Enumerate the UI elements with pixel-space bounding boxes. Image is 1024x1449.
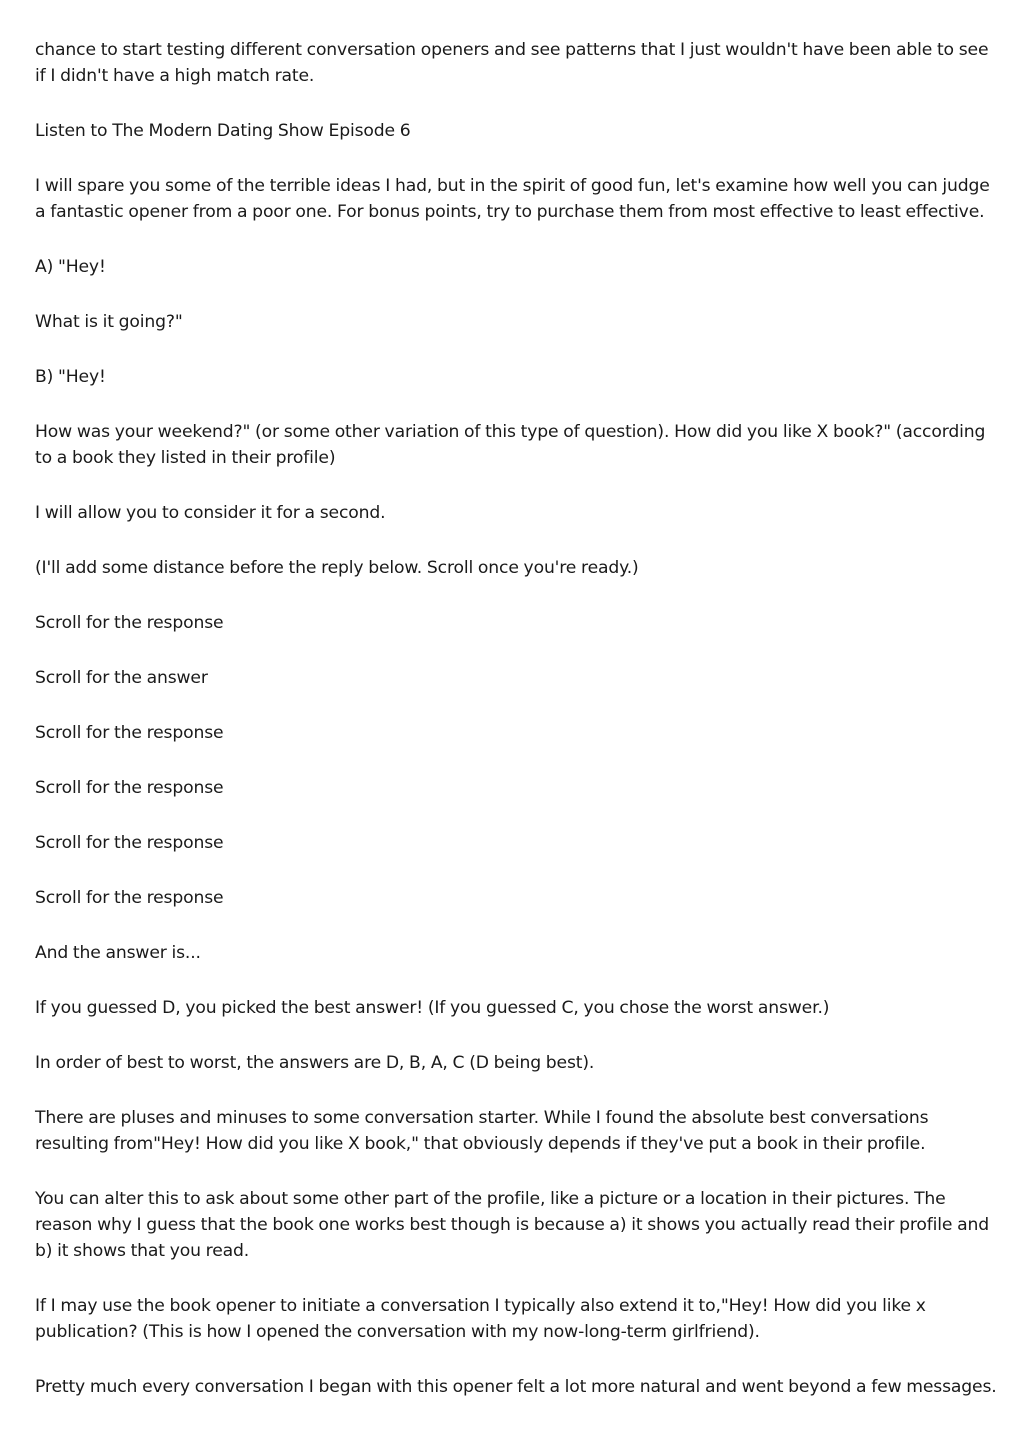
paragraph-option-a: A) "Hey! xyxy=(35,257,106,277)
paragraph-alter-profile: You can alter this to ask about some other part of the profile, like a picture or a location in their pictures. The reason why I guess that the book one works best though is because a) it shows you actually read their profile and b) it shows that you read. xyxy=(35,1189,990,1261)
paragraph-order: In order of best to worst, the answers are D, B, A, C (D being best). xyxy=(35,1053,595,1073)
paragraph-scroll-2: Scroll for the answer xyxy=(35,668,208,688)
paragraph-consider: I will allow you to consider it for a second. xyxy=(35,503,386,523)
paragraph-listen-episode: Listen to The Modern Dating Show Episode 6 xyxy=(35,121,411,141)
paragraph-match-rate: chance to start testing different conversation openers and see patterns that I just wouldn't have been able to see if I didn't have a high match rate. xyxy=(35,40,989,86)
paragraph-scroll-4: Scroll for the response xyxy=(35,778,224,798)
paragraph-option-a-cont: What is it going?" xyxy=(35,312,183,332)
paragraph-scroll-6: Scroll for the response xyxy=(35,888,224,908)
paragraph-intro-quiz: I will spare you some of the terrible ideas I had, but in the spirit of good fun, let's examine how well you can judge a fantastic opener from a poor one. For bonus points, try to purchase them from most effective to least effective. xyxy=(35,176,990,222)
paragraph-option-b-cont: How was your weekend?" (or some other variation of this type of question). How did you like X book?" (according to a book they listed in their profile) xyxy=(35,422,986,468)
paragraph-answer-is: And the answer is... xyxy=(35,943,201,963)
paragraph-scroll-1: Scroll for the response xyxy=(35,613,224,633)
paragraph-natural-conversation: Pretty much every conversation I began with this opener felt a lot more natural and went beyond a few messages. xyxy=(35,1377,997,1397)
paragraph-book-opener: If I may use the book opener to initiate a conversation I typically also extend it to,"Hey! How did you like x publication? (This is how I opened the conversation with my now-long-term girlfriend). xyxy=(35,1296,926,1342)
paragraph-option-b: B) "Hey! xyxy=(35,367,106,387)
paragraph-scroll-5: Scroll for the response xyxy=(35,833,224,853)
paragraph-pluses-minuses: There are pluses and minuses to some conversation starter. While I found the absolute best conversations resulting from"Hey! How did you like X book," that obviously depends if they've put a book in their profile. xyxy=(35,1108,929,1154)
paragraph-distance-note: (I'll add some distance before the reply below. Scroll once you're ready.) xyxy=(35,558,639,578)
paragraph-scroll-3: Scroll for the response xyxy=(35,723,224,743)
paragraph-guessed-d: If you guessed D, you picked the best answer! (If you guessed C, you chose the worst answer.) xyxy=(35,998,830,1018)
article-body xyxy=(35,37,1000,1429)
